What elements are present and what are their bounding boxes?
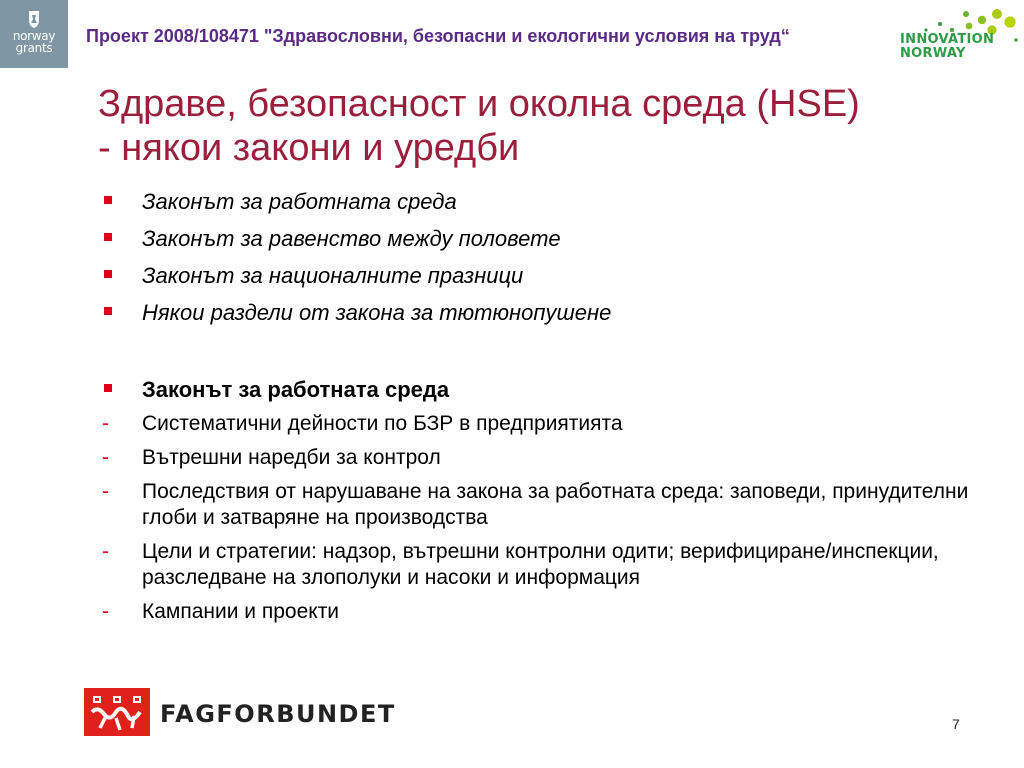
innovation-norway-text	[900, 33, 994, 61]
section-heading-text: Законът за работната среда	[142, 377, 450, 402]
slide-title	[98, 82, 860, 170]
project-title: Проект 2008/108471 "Здравословни, безопасни и екологични условия на труд“	[86, 26, 790, 46]
norway-grants-line1: norway	[12, 29, 56, 43]
list-item-text: Кампании и проекти	[142, 600, 340, 623]
norway-grants-line2: grants	[15, 41, 53, 55]
list-item	[100, 539, 1024, 591]
slide-title-line-2: - някои закони и уредби	[98, 127, 520, 169]
dash-bullet: -	[102, 412, 109, 435]
fagforbundet-wordmark: FAGFORBUNDET	[160, 700, 396, 728]
square-bullet-icon	[104, 307, 112, 315]
slide-title-line-1: Здраве, безопасност и околна среда (HSE)	[98, 83, 860, 125]
list-item	[100, 599, 1024, 625]
square-bullet-icon	[104, 270, 112, 278]
list-item	[100, 411, 1024, 437]
dash-bullet: -	[102, 446, 109, 469]
list-item	[100, 188, 611, 215]
dash-bullet: -	[102, 600, 109, 623]
list-item-text: Цели и стратегии: надзор, вътрешни контролни одити; верифициране/инспекции, разследване на злополуки и насоки и информация	[142, 540, 939, 589]
list-item	[100, 262, 611, 289]
list-item-text: Някои раздели от закона за тютюнопушене	[142, 300, 612, 325]
fagforbundet-logo-icon	[84, 688, 150, 736]
list-item-text: Последствия от нарушаване на закона за работната среда: заповеди, принудителни глоби и затваряне на производства	[142, 480, 969, 529]
dash-bullet: -	[102, 540, 109, 563]
norway-grants-logo	[0, 0, 68, 68]
list-item	[100, 299, 611, 326]
section-heading	[100, 376, 1024, 403]
lion-crest-icon	[23, 8, 45, 30]
square-bullet-icon	[104, 196, 112, 204]
norway-word: NORWAY	[900, 46, 966, 61]
list-item-text: Законът за равенство между половете	[142, 226, 561, 251]
square-bullet-icon	[104, 233, 112, 241]
list-item-text: Систематични дейности по БЗР в предприятията	[142, 412, 623, 435]
list-item	[100, 225, 611, 252]
square-bullet-icon	[104, 384, 112, 392]
list-item	[100, 479, 1024, 531]
innovation-word: INNOVATION	[900, 32, 995, 47]
laws-list	[100, 188, 611, 336]
work-environment-list	[100, 376, 1024, 633]
page-number: 7	[952, 716, 960, 732]
list-item	[100, 445, 1024, 471]
list-item-text: Законът за работната среда	[142, 189, 457, 214]
list-item-text: Законът за националните празници	[142, 263, 524, 288]
dash-bullet: -	[102, 480, 109, 503]
list-item-text: Вътрешни наредби за контрол	[142, 446, 441, 469]
innovation-norway-logo	[896, 4, 1020, 64]
